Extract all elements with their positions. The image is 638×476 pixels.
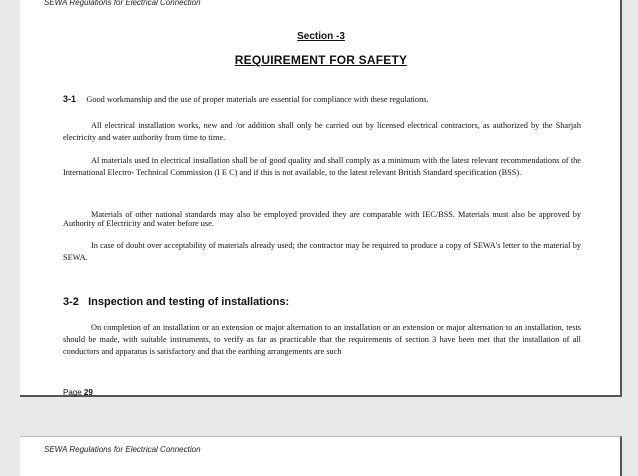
clause-heading: Inspection and testing of installations: — [88, 296, 290, 308]
next-document-page — [20, 436, 622, 476]
clause-3-2-heading — [63, 296, 289, 308]
clause-number: 3-1 — [63, 94, 77, 104]
page-header: SEWA Regulations for Electrical Connection — [44, 0, 201, 7]
page-number: 29 — [83, 388, 93, 397]
section-label: Section -3 — [297, 31, 345, 42]
paragraph-licensed-contractors: All electrical installation works, new and /or addition shall only be carried out by licensed electrical contractors, as authorized by the Sharjah electricity and water authority from time to time. — [63, 121, 581, 142]
paragraph-doubt-acceptability: In case of doubt over acceptability of materials already used; the contractor may be required to produce a copy of SEWA's letter to the material by SEWA. — [63, 241, 581, 262]
page-footer — [63, 388, 93, 397]
paragraph-inspection-testing: On completion of an installation or an extension or major alternation to an installation or an extension or major alternation to an installation, tests should be made, with suitable instruments, to verify as far as practicable that the requirements of section 3 have been met that the installation of all conductors and apparatus is satisfactory and that the earthing arrangements are such — [63, 323, 581, 356]
clause-text: Good workmanship and the use of proper materials are essential for compliance with these regulations. — [86, 95, 429, 104]
next-page-header: SEWA Regulations for Electrical Connection — [44, 445, 201, 454]
page-title: REQUIREMENT FOR SAFETY — [234, 53, 408, 67]
paragraph-other-standards: Materials of other national standards may also be employed provided they are comparable with IEC/BSS. Materials must also be approved by Authority of Electricity and water before use. — [63, 210, 581, 228]
clause-3-1 — [63, 93, 581, 106]
page-label: Page — [63, 388, 82, 397]
clause-number: 3-2 — [63, 296, 79, 308]
paragraph-material-quality: Al materials used in electrical installation shall be of good quality and shall comply as a minimum with the latest relevant recommendations of the International Electro- Technical Commission (I E C) and if this is not available, to the latest relevant British Standard specification (BSS). — [63, 156, 581, 177]
